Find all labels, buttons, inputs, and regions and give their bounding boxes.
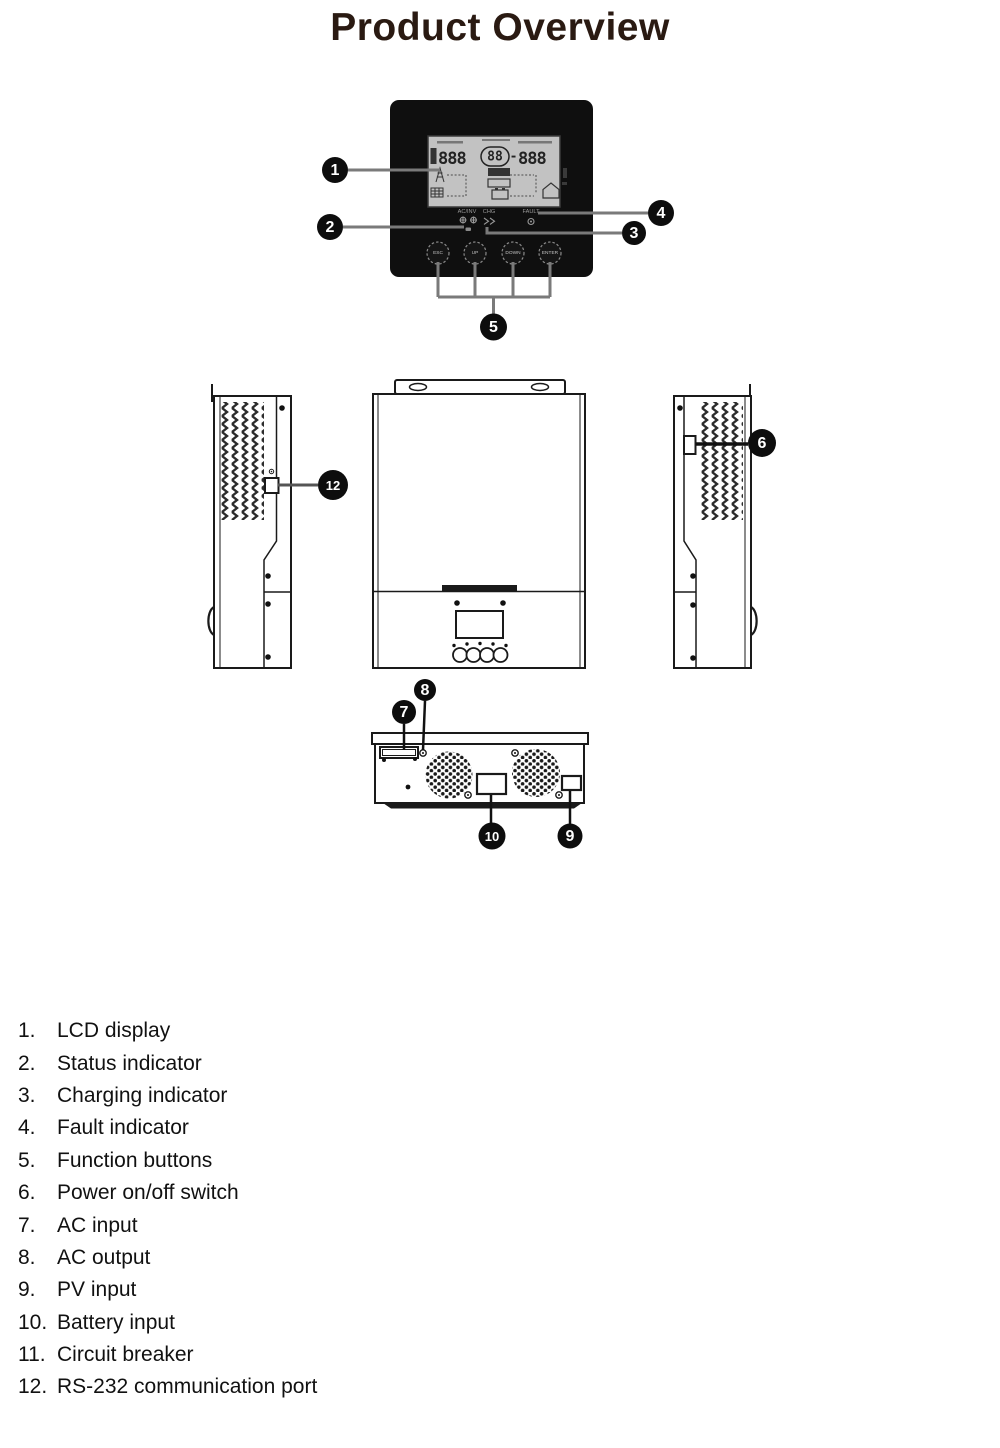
svg-text:ENTER: ENTER (541, 251, 559, 256)
svg-text:ESC: ESC (433, 251, 443, 256)
fault-indicator-label: FAULT (522, 209, 540, 215)
legend-item-label: Function buttons (57, 1148, 213, 1172)
left-side-view (208, 384, 291, 668)
callout-8 (414, 679, 436, 701)
panel-slot-bar (442, 585, 517, 592)
battery-input-terminal (477, 774, 506, 794)
front-button (480, 648, 494, 662)
legend-item-number: 10. (18, 1310, 48, 1334)
svg-text:1: 1 (330, 162, 340, 179)
svg-text:9: 9 (565, 828, 575, 845)
enter-button (539, 242, 561, 264)
legend-item-label: Charging indicator (57, 1083, 228, 1107)
charging-indicator-label: CHG (482, 209, 496, 215)
legend-item (18, 1145, 317, 1177)
screw-dot (413, 757, 417, 761)
vent-grille (221, 402, 264, 520)
ac-input-terminal (380, 747, 418, 758)
legend-item-number: 3. (18, 1083, 36, 1107)
svg-text:12: 12 (325, 478, 341, 493)
battery-terminal (502, 188, 505, 190)
vent-grille (700, 402, 743, 520)
bracket-hole (532, 384, 549, 391)
callout-6 (748, 429, 776, 457)
legend-item (18, 1080, 317, 1112)
front-button (453, 648, 467, 662)
screw-dot (690, 655, 696, 661)
status-led (466, 228, 472, 232)
front-view (373, 380, 585, 668)
legend-list (18, 1015, 317, 1404)
legend-item (18, 1112, 317, 1144)
legend-item-number: 2. (18, 1051, 36, 1075)
legend-item-number: 7. (18, 1213, 36, 1237)
legend-item-number: 11. (18, 1343, 46, 1367)
screw-dot (382, 758, 386, 762)
legend-item-number: 5. (18, 1148, 36, 1172)
screw-dot (265, 601, 271, 607)
power-switch (684, 436, 696, 454)
screw-dot (677, 405, 683, 411)
status-indicator-label: AC/INV (457, 209, 477, 215)
svg-text:6: 6 (757, 435, 767, 452)
legend-item (18, 1242, 317, 1274)
legend-item-label: Power on/off switch (57, 1181, 239, 1205)
lcd-left-digits: 888 (438, 149, 466, 169)
svg-text:7: 7 (399, 704, 409, 721)
legend-item-label: Battery input (57, 1310, 175, 1334)
lcd-caption-strip (518, 141, 552, 144)
legend-item (18, 1274, 317, 1306)
legend-item (18, 1209, 317, 1241)
legend-item-label: LCD display (57, 1019, 171, 1043)
screw-dot (500, 600, 506, 606)
legend-item-label: PV input (57, 1278, 137, 1302)
svg-text:3: 3 (629, 225, 639, 242)
legend-item (18, 1371, 317, 1403)
legend-item-label: RS-232 communication port (57, 1375, 318, 1399)
screw-dot (265, 654, 271, 660)
lcd-side-segment (563, 168, 567, 178)
callout-12 (318, 470, 348, 500)
battery-terminal (495, 188, 498, 190)
pv-input-terminal (562, 776, 581, 790)
callout-9 (558, 824, 583, 849)
inverter-block-icon (488, 168, 510, 176)
svg-text:8: 8 (420, 682, 430, 699)
svg-text:5: 5 (489, 319, 498, 336)
down-button (502, 242, 524, 264)
bottom-base (383, 803, 582, 809)
legend-item (18, 1047, 317, 1079)
right-side-view (674, 384, 757, 668)
up-button (464, 242, 486, 264)
rs232-port (265, 478, 279, 493)
svg-text:4: 4 (656, 205, 666, 222)
page-title: Product Overview (330, 6, 670, 49)
fan-grille (426, 752, 473, 799)
screw-dot (454, 600, 460, 606)
lcd-bar-icon (431, 148, 437, 164)
front-button (467, 648, 481, 662)
screw-dot (406, 785, 411, 790)
svg-text:2: 2 (325, 219, 335, 236)
callout-3 (622, 221, 646, 245)
callout-7 (392, 700, 416, 724)
legend-item-label: Status indicator (57, 1051, 202, 1075)
legend-item-label: Fault indicator (57, 1116, 189, 1140)
screw-dot (265, 573, 271, 579)
legend-item (18, 1177, 317, 1209)
callout-5 (480, 314, 507, 341)
callout-10 (479, 823, 506, 850)
fault-icon-dot (530, 221, 532, 223)
fan-grille (512, 749, 560, 797)
screw-dot (279, 405, 285, 411)
lcd-side-segment (562, 182, 567, 185)
lcd-caption-strip (437, 141, 463, 144)
legend-item (18, 1307, 317, 1339)
legend-item-number: 12. (18, 1375, 48, 1399)
callout-4 (648, 200, 674, 226)
bracket-hole (410, 384, 427, 391)
callout-1 (322, 157, 348, 183)
legend-item-number: 6. (18, 1181, 36, 1205)
legend-item-number: 9. (18, 1278, 36, 1302)
front-panel-view (317, 100, 674, 341)
legend-item (18, 1015, 317, 1047)
lcd-right-digits: 888 (518, 149, 546, 169)
screw-dot (690, 602, 696, 608)
legend-item (18, 1339, 317, 1371)
svg-text:10: 10 (484, 829, 500, 844)
lcd-separator: - (509, 149, 518, 165)
legend-item-label: AC input (57, 1213, 138, 1237)
legend-item-number: 1. (18, 1019, 36, 1043)
lcd-display (428, 136, 567, 207)
legend-item-label: Circuit breaker (57, 1343, 194, 1367)
lcd-center-digits: 88 (487, 149, 503, 165)
svg-text:UP: UP (471, 251, 479, 256)
front-button (494, 648, 508, 662)
screw-dot (690, 573, 696, 579)
esc-button (427, 242, 449, 264)
callout-2 (317, 214, 343, 240)
lcd-caption-strip (482, 139, 510, 141)
legend-item-number: 8. (18, 1245, 36, 1269)
display-window (456, 611, 503, 638)
svg-text:DOWN: DOWN (505, 251, 521, 256)
legend-item-number: 4. (18, 1116, 36, 1140)
legend-item-label: AC output (57, 1245, 151, 1269)
